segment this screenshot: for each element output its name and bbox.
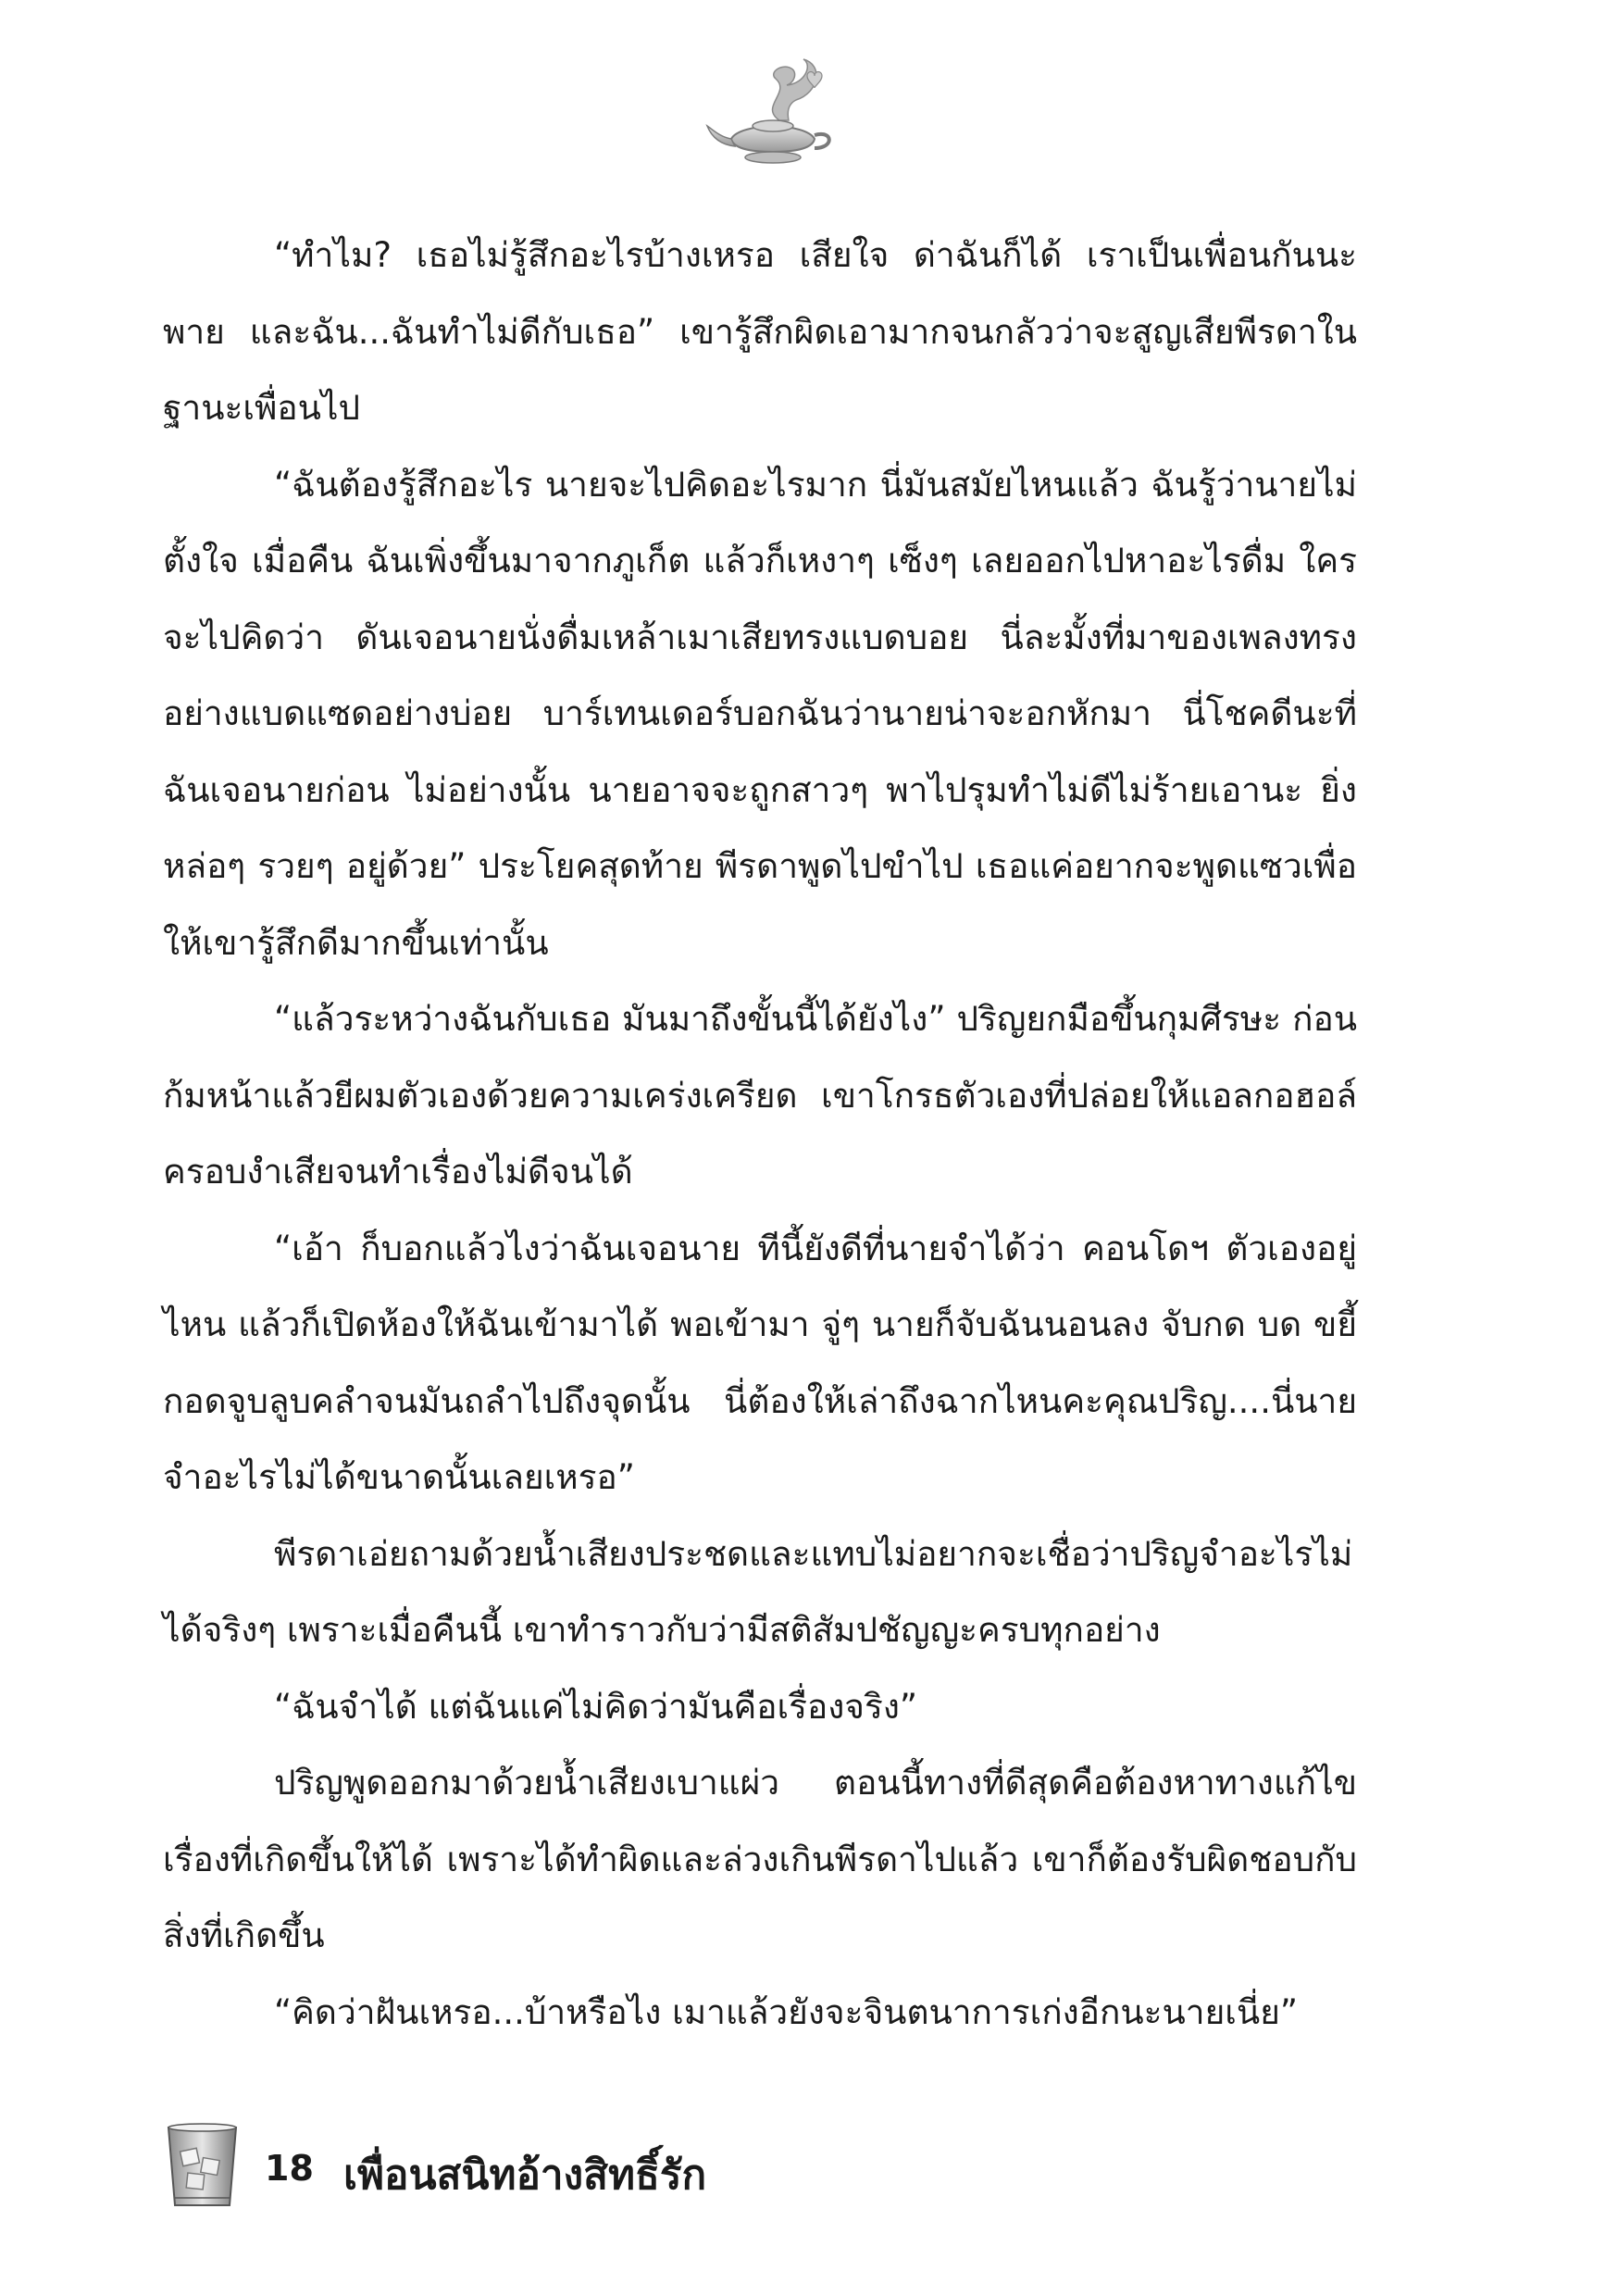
page-footer: [163, 2122, 996, 2215]
paragraph: “เอ้า ก็บอกแล้วไงว่าฉันเจอนาย ทีนี้ยังดีที่นายจำได้ว่า คอนโดฯ ตัวเองอยู่ไหน แล้วก็เปิดห้องให้ฉันเข้ามาได้ พอเข้ามา จู่ๆ นายก็จับฉันนอนลง จับกด บด ขยี้ กอดจูบลูบคลำจนมันถลำไปถึงจุดนั้น นี่ต้องให้เล่าถึงฉากไหนคะคุณปริญ....นี่นายจำอะไรไม่ได้ขนาดนั้นเลยเหรอ”: [163, 1228, 1357, 1497]
book-title: เพื่อนสนิทอ้างสิทธิ์รัก: [343, 2152, 707, 2199]
body-text: [163, 218, 1357, 2051]
paragraph: พีรดาเอ่ยถามด้วยน้ำเสียงประชดและแทบไม่อยากจะเชื่อว่าปริญจำอะไรไม่ได้จริงๆ เพราะเมื่อคืนนี้ เขาทำราวกับว่ามีสติสัมปชัญญะครบทุกอย่าง: [163, 1533, 1353, 1650]
paragraph: ปริญพูดออกมาด้วยน้ำเสียงเบาแผ่ว ตอนนี้ทางที่ดีสุดคือต้องหาทางแก้ไขเรื่องที่เกิดขึ้นให้ได้ เพราะได้ทำผิดและล่วงเกินพีรดาไปแล้ว เขาก็ต้องรับผิดชอบกับสิ่งที่เกิดขึ้น: [163, 1763, 1357, 1955]
paragraph: “แล้วระหว่างฉันกับเธอ มันมาถึงขั้นนี้ได้ยังไง” ปริญยกมือขึ้นกุมศีรษะ ก่อนก้มหน้าแล้วยีผมตัวเองด้วยความเคร่งเครียด เขาโกรธตัวเองที่ปล่อยให้แอลกอฮอล์ครอบงำเสียจนทำเรื่องไม่ดีจนได้: [163, 999, 1357, 1192]
paragraph: “ฉันต้องรู้สึกอะไร นายจะไปคิดอะไรมาก นี่มันสมัยไหนแล้ว ฉันรู้ว่านายไม่ตั้งใจ เมื่อคืน ฉันเพิ่งขึ้นมาจากภูเก็ต แล้วก็เหงาๆ เซ็งๆ เลยออกไปหาอะไรดื่ม ใครจะไปคิดว่า ดันเจอนายนั่งดื่มเหล้าเมาเสียทรงแบดบอย นี่ละมั้งที่มาของเพลงทรงอย่างแบดแซดอย่างบ่อย บาร์เทนเดอร์บอกฉันว่านายน่าจะอกหักมา นี่โชคดีนะที่ฉันเจอนายก่อน ไม่อย่างนั้น นายอาจจะถูกสาวๆ พาไปรุมทำไม่ดีไม่ร้ายเอานะ ยิ่งหล่อๆ รวยๆ อยู่ด้วย” ประโยคสุดท้าย พีรดาพูดไปขำไป เธอแค่อยากจะพูดแซวเพื่อให้เขารู้สึกดีมากขึ้นเท่านั้น: [163, 464, 1357, 963]
glass-with-ice-icon: [163, 2122, 242, 2210]
paragraph: “คิดว่าฝันเหรอ...บ้าหรือไง เมาแล้วยังจะจินตนาการเก่งอีกนะนายเนี่ย”: [274, 1991, 1299, 2032]
paragraph: “ฉันจำได้ แต่ฉันแค่ไม่คิดว่ามันคือเรื่องจริง”: [274, 1686, 918, 1727]
teapot-genie-icon: [703, 56, 842, 176]
paragraph: “ทำไม? เธอไม่รู้สึกอะไรบ้างเหรอ เสียใจ ด่าฉันก็ได้ เราเป็นเพื่อนกันนะพาย และฉัน...ฉันทำไม่ดีกับเธอ” เขารู้สึกผิดเอามากจนกลัวว่าจะสูญเสียพีรดาในฐานะเพื่อนไป: [163, 235, 1357, 428]
page-number: 18: [265, 2148, 314, 2189]
